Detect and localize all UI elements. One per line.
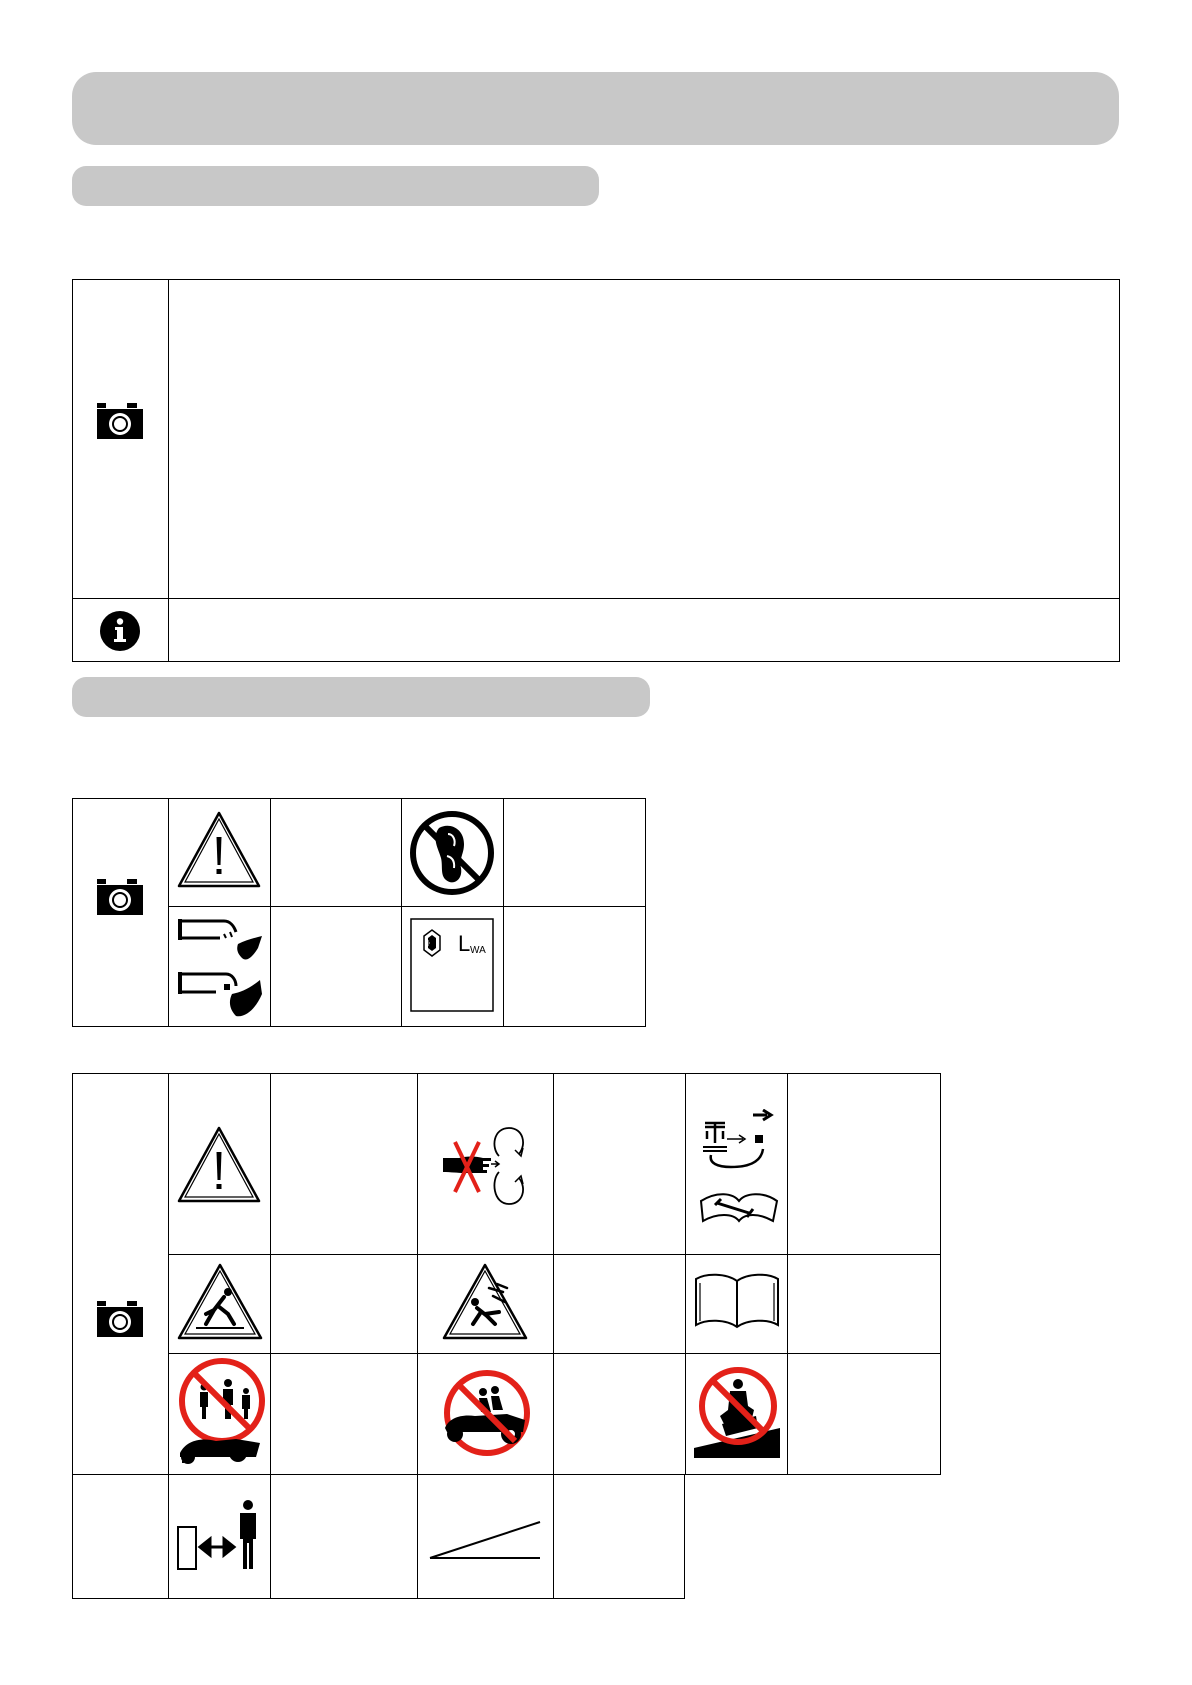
table-a-col-line: [168, 798, 169, 1027]
page-title-bar: [72, 72, 1119, 145]
info-icon: [100, 611, 140, 651]
table-a-col-line: [270, 798, 271, 1027]
section-2-heading-bar: [72, 677, 650, 717]
no-bystanders-icon: [176, 1357, 266, 1465]
keep-distance-icon: [176, 1499, 262, 1571]
camera-icon: [97, 879, 143, 915]
table-a-col-line: [503, 798, 504, 1027]
disconnect-spark-plug-manual-icon: [697, 1109, 781, 1227]
no-hands-rotating-blade-icon: [441, 1120, 533, 1212]
section-1-divider-v: [168, 279, 169, 662]
camera-icon: [97, 1301, 143, 1337]
cut-hazard-hand-icon: [176, 914, 266, 1022]
table-b-col-line: [168, 1073, 169, 1599]
table-a-col-line: [401, 798, 402, 1027]
table-b-row-line: [168, 1254, 941, 1255]
table-b-row-line: [168, 1353, 941, 1354]
table-b-col-line: [685, 1073, 686, 1475]
no-step-foot-icon: [409, 810, 495, 896]
symbols-table-b-bottom: [72, 1474, 685, 1599]
table-b-col-line: [787, 1073, 788, 1475]
section-1-table: [72, 279, 1120, 662]
table-b-col-line: [270, 1073, 271, 1599]
table-b-col-line: [417, 1073, 418, 1599]
no-passengers-icon: [441, 1368, 533, 1458]
slip-hazard-triangle-icon: [176, 1262, 264, 1342]
section-1-heading-bar: [72, 166, 599, 206]
svg-text:WA: WA: [470, 945, 486, 956]
table-b-col-line: [553, 1073, 554, 1599]
section-1-divider-h: [72, 598, 1120, 599]
camera-icon: [97, 403, 143, 439]
slope-angle-icon: [428, 1518, 544, 1562]
warning-triangle-icon: [176, 810, 262, 890]
read-manual-book-icon: [692, 1271, 782, 1333]
thrown-objects-triangle-icon: [441, 1262, 529, 1342]
no-steep-slope-icon: [694, 1366, 780, 1458]
svg-text:L: L: [458, 931, 471, 956]
symbols-table-a: [72, 798, 646, 1027]
table-a-row-line: [168, 906, 646, 907]
warning-triangle-icon: [176, 1125, 262, 1205]
sound-power-lwa-icon: [410, 918, 494, 1012]
